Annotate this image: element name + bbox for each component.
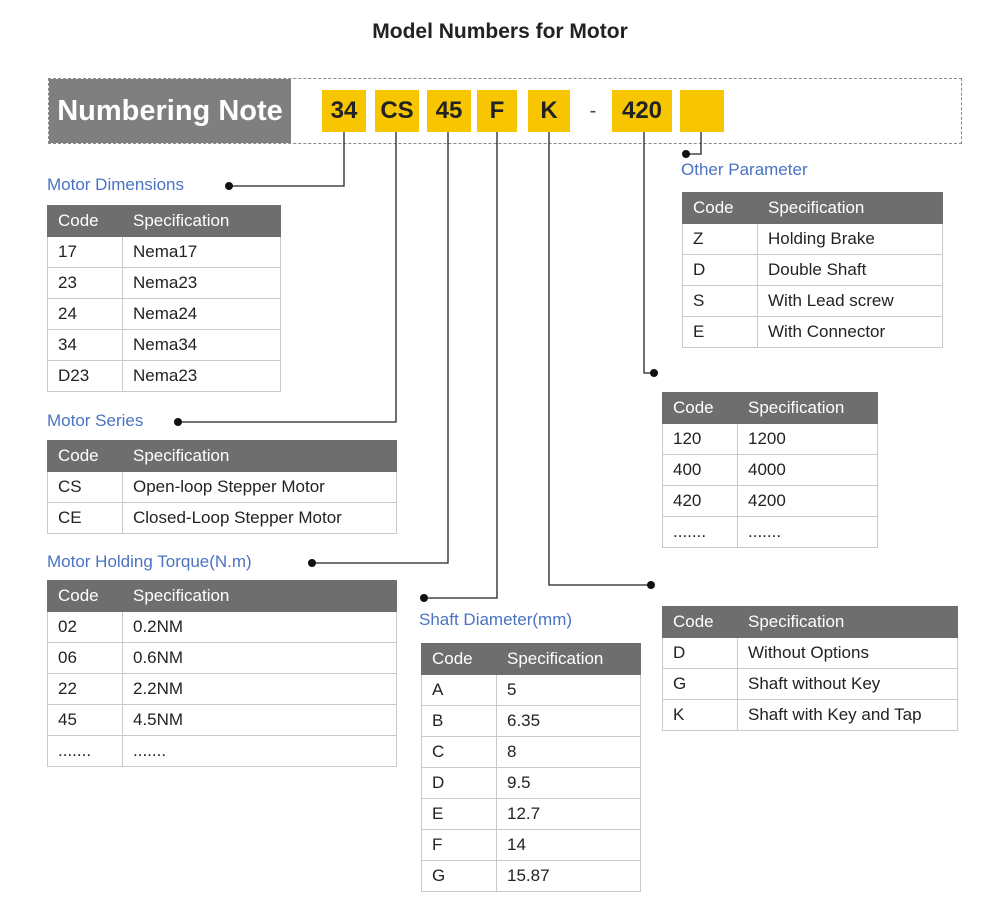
table-cell: E [683,317,758,348]
table-row [422,675,641,706]
table-row [48,299,281,330]
page-title: Model Numbers for Motor [372,20,628,43]
table-cell: 15.87 [497,861,641,892]
table-cell: 4200 [738,486,878,517]
table-row [422,737,641,768]
table-row [48,705,397,736]
table-cell: Shaft with Key and Tap [738,700,958,731]
table-row [48,361,281,392]
table-cell: 06 [48,643,123,674]
table-cell: C [422,737,497,768]
table-row [683,286,943,317]
table-cell: D [422,768,497,799]
table-cell: 22 [48,674,123,705]
table-cell: 17 [48,237,123,268]
table-row [48,268,281,299]
table-cell: Nema23 [123,361,281,392]
table-cell: 24 [48,299,123,330]
table-cell: 6.35 [497,706,641,737]
table-cell: Z [683,224,758,255]
table-cell: Nema24 [123,299,281,330]
table-cell: 8 [497,737,641,768]
table-cell: Open-loop Stepper Motor [123,472,397,503]
connector-dot [420,594,428,602]
table-cell: D [663,638,738,669]
table-cell: B [422,706,497,737]
table-header-row [48,581,397,612]
code-box-dimensions: 34 [322,90,366,132]
table-cell: 23 [48,268,123,299]
shaft-diameter-title: Shaft Diameter(mm) [419,610,573,629]
code-box-series: CS [375,90,419,132]
code-box-shaft-option: K [528,90,570,132]
table-cell: G [422,861,497,892]
table-header-row [663,393,878,424]
table-row [663,517,878,548]
table-row [48,674,397,705]
table-cell: 420 [663,486,738,517]
table-row [663,486,878,517]
table-cell: 9.5 [497,768,641,799]
table-cell: G [663,669,738,700]
table-header: Specification [123,206,281,237]
table-header: Specification [738,393,878,424]
table-header: Specification [758,193,943,224]
table-row [683,317,943,348]
table-row [663,669,958,700]
table-header-row [48,441,397,472]
table-row [422,706,641,737]
table-row [683,224,943,255]
table-cell: 120 [663,424,738,455]
table-cell: 4.5NM [123,705,397,736]
table-cell: 400 [663,455,738,486]
table-cell: Double Shaft [758,255,943,286]
table-header: Code [48,206,123,237]
table-header: Specification [497,644,641,675]
holding-torque-title: Motor Holding Torque(N.m) [47,552,252,571]
table-header: Code [683,193,758,224]
table-cell: E [422,799,497,830]
connector-dot [225,182,233,190]
table-cell: Nema17 [123,237,281,268]
table-row [48,472,397,503]
table-row [683,255,943,286]
table-cell: CE [48,503,123,534]
table-cell: F [422,830,497,861]
connector-dot [174,418,182,426]
table-cell: With Lead screw [758,286,943,317]
table-cell: 2.2NM [123,674,397,705]
table-row [422,799,641,830]
table-row [422,830,641,861]
table-header: Specification [123,581,397,612]
table-row [48,643,397,674]
other-parameter-table [682,192,943,348]
table-cell: K [663,700,738,731]
table-row [422,768,641,799]
table-row [663,424,878,455]
code-box-shaft-diameter: F [477,90,517,132]
table-header: Code [48,441,123,472]
motor-dimensions-title: Motor Dimensions [47,175,184,194]
table-cell: 5 [497,675,641,706]
table-row [663,638,958,669]
table-row [663,700,958,731]
other-parameter-title: Other Parameter [681,160,808,179]
table-cell: D23 [48,361,123,392]
table-cell: Nema34 [123,330,281,361]
code-box-torque: 45 [427,90,471,132]
table-cell: 45 [48,705,123,736]
table-row [48,237,281,268]
table-header: Specification [123,441,397,472]
motor-series-title: Motor Series [47,411,144,430]
motor-series-table [47,440,397,534]
table-cell: 4000 [738,455,878,486]
table-cell: ....... [663,517,738,548]
shaft-options-table [662,606,958,731]
numbering-note-label: Numbering Note [49,79,291,143]
table-row [48,736,397,767]
holding-torque-table [47,580,397,767]
table-cell: 0.2NM [123,612,397,643]
table-cell: 14 [497,830,641,861]
motor-dimensions-table [47,205,281,392]
table-cell: 02 [48,612,123,643]
table-row [663,455,878,486]
code-separator: - [589,100,597,122]
table-cell: Closed-Loop Stepper Motor [123,503,397,534]
table-cell: With Connector [758,317,943,348]
connector-dot [308,559,316,567]
table-cell: ....... [123,736,397,767]
table-row [422,861,641,892]
table-header-row [663,607,958,638]
table-cell: Holding Brake [758,224,943,255]
table-header-row [48,206,281,237]
table-row [48,330,281,361]
table-cell: Nema23 [123,268,281,299]
table-cell: ....... [48,736,123,767]
table-header: Code [48,581,123,612]
table-header-row [422,644,641,675]
connector-dot [682,150,690,158]
connector-dot [647,581,655,589]
table-header: Code [422,644,497,675]
table-cell: 34 [48,330,123,361]
table-cell: 0.6NM [123,643,397,674]
table-header: Code [663,607,738,638]
encoder-table [662,392,878,548]
table-cell: 12.7 [497,799,641,830]
table-cell: Shaft without Key [738,669,958,700]
table-cell: CS [48,472,123,503]
connector-dot [650,369,658,377]
table-row [48,503,397,534]
table-cell: 1200 [738,424,878,455]
table-cell: ....... [738,517,878,548]
shaft-diameter-table [421,643,641,892]
table-cell: Without Options [738,638,958,669]
table-header: Code [663,393,738,424]
table-cell: S [683,286,758,317]
code-box-encoder: 420 [612,90,672,132]
table-cell: D [683,255,758,286]
table-cell: A [422,675,497,706]
table-header: Specification [738,607,958,638]
table-row [48,612,397,643]
table-header-row [683,193,943,224]
